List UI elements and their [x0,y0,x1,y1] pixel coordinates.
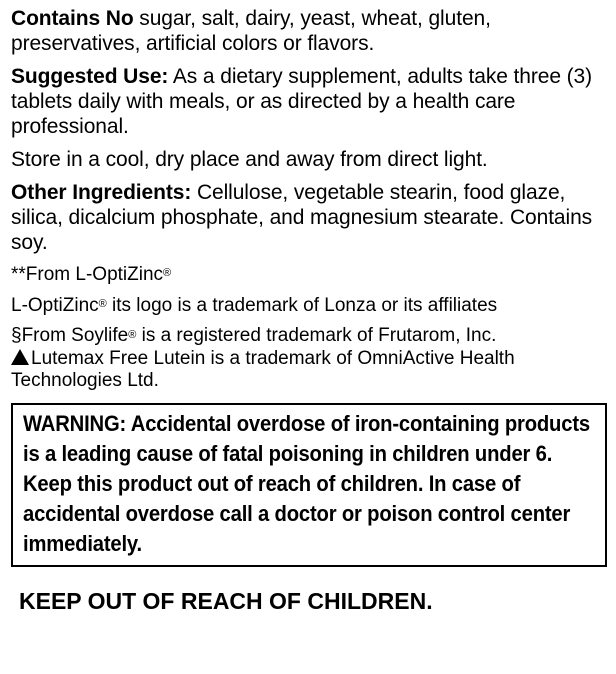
soylife-note [11,325,610,348]
soylife-prefix: §From Soylife [11,325,129,346]
optizinc-trademark-prefix: L-OptiZinc [11,295,99,316]
other-ingredients-text: Cellulose, vegetable stearin, food glaze, silica, dicalcium phosphate, and magnesium stearate. Contains soy. [11,181,593,254]
storage-paragraph [11,147,610,172]
lutemax-text: Lutemax Free Lutein is a trademark of OmniActive Health Technologies Ltd. [11,347,515,391]
soylife-text: is a registered trademark of Frutarom, Inc. [136,325,497,346]
from-optizinc-text: **From L-OptiZinc [11,264,164,285]
registered-mark: ® [98,298,107,310]
other-ingredients-label: Other Ingredients: [11,181,192,204]
suggested-use-paragraph [11,64,610,139]
lutemax-note [11,348,610,393]
optizinc-trademark-text: its logo is a trademark of Lonza or its affiliates [106,295,498,316]
registered-mark: ® [163,267,172,279]
triangle-icon [11,349,29,365]
warning-box [11,403,607,567]
suggested-use-text: As a dietary supplement, adults take three (3) tablets daily with meals, or as directed by a health care professional. [11,65,593,138]
other-ingredients-paragraph [11,180,610,255]
contains-no-paragraph [11,6,610,56]
storage-text: Store in a cool, dry place and away from direct light. [11,148,488,171]
warning-text: WARNING: Accidental overdose of iron-containing products is a leading cause of fatal poisoning in children under 6. Keep this product out of reach of children. In case of accidental overdose call a doctor or poison control center immediately. [23,410,590,556]
contains-no-text: sugar, salt, dairy, yeast, wheat, gluten, preservatives, artificial colors or flavors. [11,7,491,55]
suggested-use-label: Suggested Use: [11,65,169,88]
contains-no-label: Contains No [11,7,134,30]
from-optizinc-note [11,263,610,286]
optizinc-trademark-note [11,294,610,317]
registered-mark: ® [128,329,137,341]
keep-out-heading: KEEP OUT OF REACH OF CHILDREN. [19,587,433,614]
